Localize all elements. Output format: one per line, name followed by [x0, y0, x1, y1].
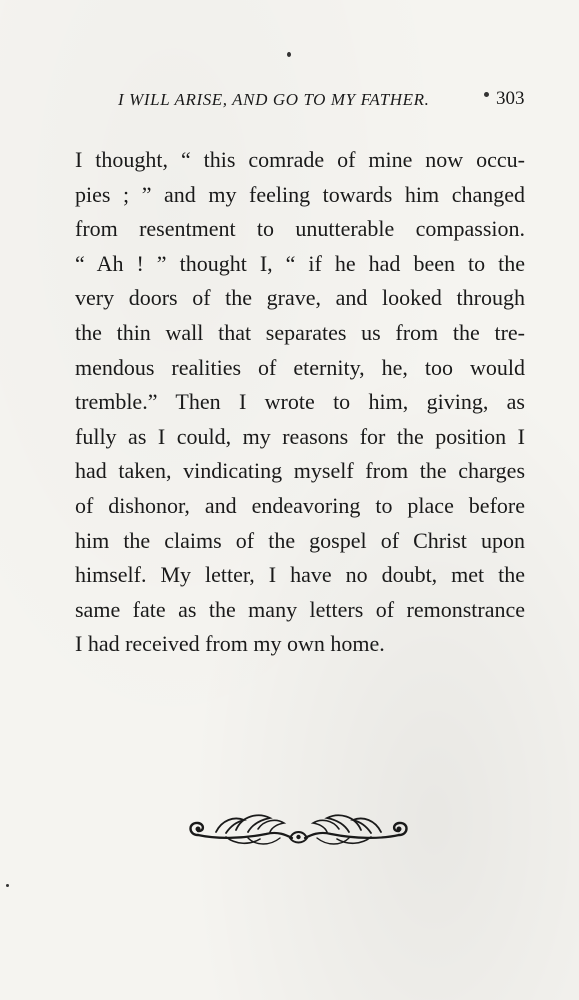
scroll-ornament-icon	[186, 808, 411, 850]
text-line: mendous realities of eternity, he, too would	[75, 354, 525, 380]
text-line: I had received from my own home.	[75, 631, 385, 657]
text-line: tremble.” Then I wrote to him, giving, as	[75, 389, 525, 415]
text-line: “ Ah ! ” thought I, “ if he had been to the	[75, 250, 525, 276]
text-line: the thin wall that separates us from the tre-	[75, 319, 525, 345]
page-number: 303	[496, 88, 525, 109]
text-line: pies ; ” and my feeling towards him changed	[75, 181, 525, 207]
text-line: same fate as the many letters of remonstrance	[75, 596, 525, 622]
running-title: I WILL ARISE, AND GO TO MY FATHER.	[118, 90, 430, 109]
text-line: had taken, vindicating myself from the charges	[75, 458, 525, 484]
body-paragraph	[75, 143, 525, 662]
text-line: fully as I could, my reasons for the position I	[75, 423, 525, 449]
text-line: very doors of the grave, and looked through	[75, 285, 525, 311]
text-line: of dishonor, and endeavoring to place before	[75, 492, 525, 518]
text-line: I thought, “ this comrade of mine now occu-	[75, 147, 525, 172]
ink-speck	[6, 884, 9, 887]
running-head	[118, 88, 525, 114]
text-line: from resentment to unutterable compassion.	[75, 216, 525, 242]
ink-speck	[287, 52, 291, 57]
text-line: himself. My letter, I have no doubt, met the	[75, 562, 525, 588]
text-line: him the claims of the gospel of Christ upon	[75, 527, 525, 553]
